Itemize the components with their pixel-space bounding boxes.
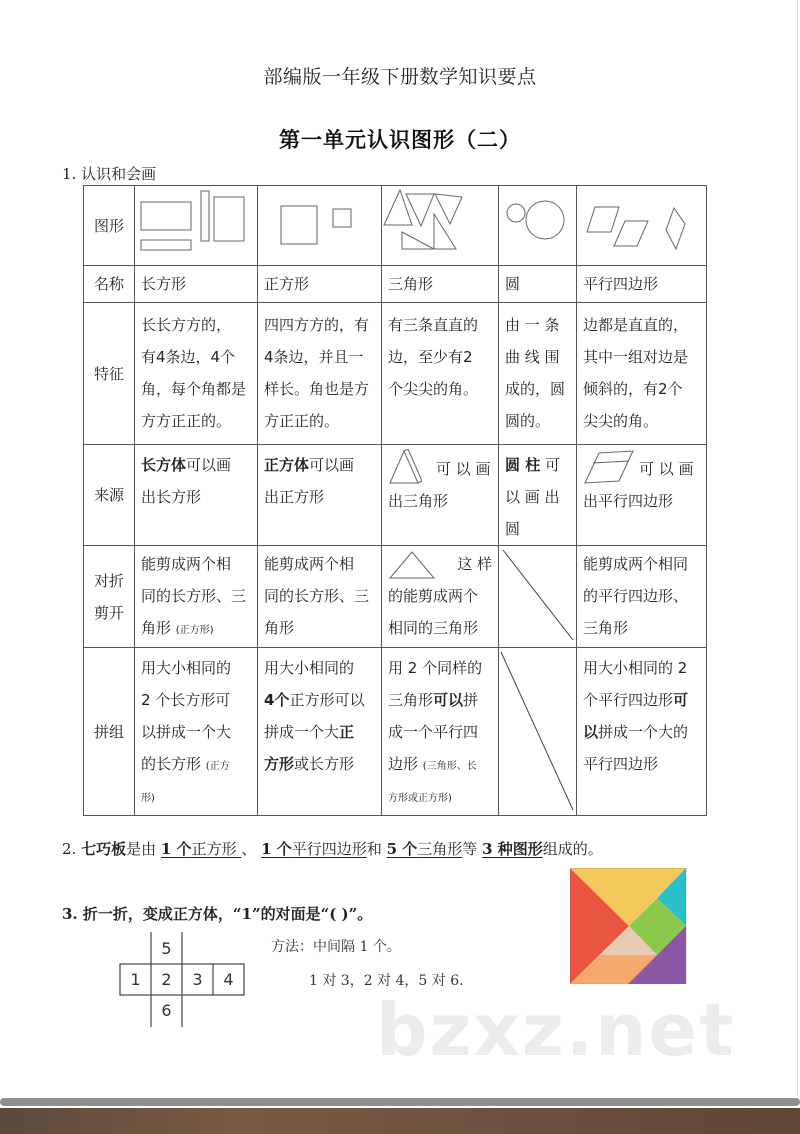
fold-triangle: 这 样 的能剪成两个 相同的三角形 (382, 546, 499, 648)
source-triangle: 可 以 画 出三角形 (382, 445, 499, 546)
unit-title: 第一单元认识图形（二） (279, 128, 521, 152)
section-3-question: 3. 折一折，变成正方体，“1”的对面是“( )”。 (62, 905, 373, 923)
fold-parallelogram: 能剪成两个相同 的平行四边形、 三角形 (577, 546, 707, 648)
rectangle-shapes-cell (135, 186, 258, 266)
table-row-source (84, 445, 707, 546)
rectangles-icon (135, 186, 258, 254)
squares-icon (258, 186, 382, 254)
combine-rectangle: 用大小相同的 2 个长方形可 以拼成一个大 的长方形 (正方 形) (135, 648, 258, 816)
net-face-6: 6 (161, 1001, 172, 1020)
feature-triangle: 有三条直直的 边，至少有2 个尖尖的角。 (382, 303, 499, 445)
source-parallelogram: 可 以 画 出平行四边形 (577, 445, 707, 546)
triangles-icon (382, 186, 499, 254)
name-circle: 圆 (499, 266, 577, 303)
table-row-combine (84, 648, 707, 816)
triangle-shapes-cell (382, 186, 499, 266)
method-text: 方法：中间隔 1 个。 (271, 939, 401, 955)
diagonal-slash-icon (499, 648, 577, 814)
source-circle: 圆 柱 可 以 画 出 圆 (499, 445, 577, 546)
row-header-combine: 拼组 (84, 648, 135, 816)
row-header-features: 特征 (84, 303, 135, 445)
row-header-fold-cut: 对折 剪开 (84, 546, 135, 648)
circle-shapes-cell (499, 186, 577, 266)
table-row-features (84, 303, 707, 445)
tangram-image (570, 868, 688, 984)
name-rectangle: 长方形 (135, 266, 258, 303)
name-parallelogram: 平行四边形 (577, 266, 707, 303)
net-face-3: 3 (192, 970, 203, 989)
parallelogram-shapes-cell (577, 186, 707, 266)
combine-square: 用大小相同的 4个正方形可以 拼成一个大正 方形或长方形 (258, 648, 382, 816)
diagonal-slash-icon (499, 546, 577, 644)
combine-triangle: 用 2 个同样的 三角形可以拼 成一个平行四 边形 (三角形、长 方形或正方形) (382, 648, 499, 816)
circles-icon (499, 186, 577, 254)
feature-square: 四四方方的，有 4条边，并且一 样长。角也是方 方正正的。 (258, 303, 382, 445)
table-row-shapes (84, 186, 707, 266)
name-square: 正方形 (258, 266, 382, 303)
feature-circle: 由 一 条 曲 线 围 成的，圆 圆的。 (499, 303, 577, 445)
name-triangle: 三角形 (382, 266, 499, 303)
parallelogram-prism-icon (583, 449, 635, 485)
fold-square: 能剪成两个相 同的长方形、三 角形 (258, 546, 382, 648)
parallelograms-icon (577, 186, 707, 254)
source-rectangle: 长方体可以画 出长方形 (135, 445, 258, 546)
triangle-icon (388, 550, 436, 580)
watermark: bzxz.net (376, 988, 736, 1072)
square-shapes-cell (258, 186, 382, 266)
fold-circle-empty (499, 546, 577, 648)
triangular-prism-icon (388, 449, 430, 485)
background-strip (0, 1108, 800, 1134)
section-1-heading: 1. 认识和会画 (62, 165, 157, 183)
fold-rectangle: 能剪成两个相 同的长方形、三 角形 (正方形) (135, 546, 258, 648)
row-header-names: 名称 (84, 266, 135, 303)
table-row-fold-cut (84, 546, 707, 648)
table-row-names (84, 266, 707, 303)
section-2-tangram-text: 2. 七巧板是由 1 个正方形 、 1 个平行四边形和 5 个三角形等 3 种图形组成的。 (62, 840, 603, 858)
row-header-shapes: 图形 (84, 186, 135, 266)
feature-rectangle: 长长方方的， 有4条边，4个 角，每个角都是 方方正正的。 (135, 303, 258, 445)
net-face-2: 2 (161, 970, 172, 989)
shapes-table (83, 185, 707, 816)
horizontal-scrollbar[interactable] (0, 1098, 800, 1106)
feature-parallelogram: 边都是直直的， 其中一组对边是 倾斜的，有2个 尖尖的角。 (577, 303, 707, 445)
combine-circle-empty (499, 648, 577, 816)
source-square: 正方体可以画 出正方形 (258, 445, 382, 546)
net-face-1: 1 (130, 970, 141, 989)
document-title: 部编版一年级下册数学知识要点 (263, 66, 537, 88)
opposite-pairs-text: 1 对 3，2 对 4，5 对 6. (309, 973, 464, 989)
combine-parallelogram: 用大小相同的 2 个平行四边形可 以拼成一个大的 平行四边形 (577, 648, 707, 816)
net-face-5: 5 (161, 939, 172, 958)
net-face-4: 4 (223, 970, 234, 989)
row-header-source: 来源 (84, 445, 135, 546)
